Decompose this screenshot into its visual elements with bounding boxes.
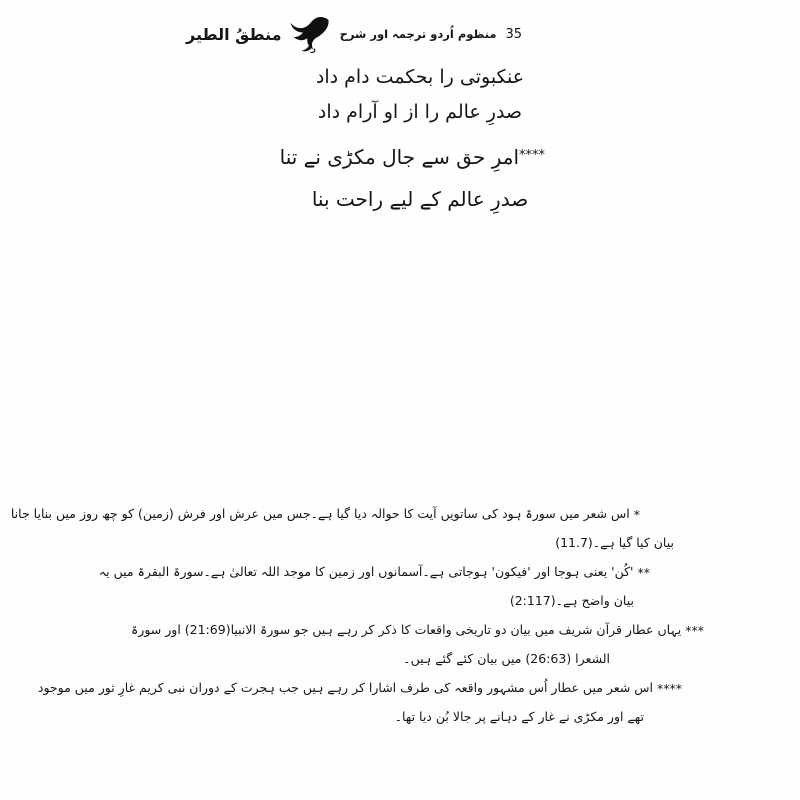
footnote-line — [92, 557, 650, 586]
urdu-verse-line-1 — [279, 138, 545, 180]
book-title: منطقُ الطیر — [186, 24, 282, 44]
footnote-1 — [10, 499, 710, 557]
urdu-verse-text: امرِ حق سے جال مکڑی نے تنا — [279, 145, 519, 169]
footnote-line — [37, 673, 682, 702]
page-header — [186, 14, 522, 54]
footnote-text: اس شعر میں سورۃ ہود کی ساتویں آیت کا حوالہ دیا گیا ہے۔جس میں عرش اور فرش (زمین) کو چھ روز میں بنایا جانا — [10, 506, 630, 521]
footnote-2 — [92, 557, 710, 615]
page-number: 35 — [505, 26, 523, 42]
footnote-line: بیان کیا گیا ہے۔(11.7) — [555, 535, 674, 550]
bird-logo-icon — [289, 15, 333, 53]
footnote-3 — [92, 615, 710, 673]
footnote-marker: ** — [637, 565, 650, 580]
footnote-line: بیان واضح ہے۔(2:117) — [509, 593, 634, 608]
footnote-text: اس شعر میں عطار اُس مشہور واقعہ کی طرف اشارا کر رہے ہیں جب ہجرت کے دوران نبی کریم غارِ ثور میں موجود — [37, 680, 653, 695]
footnote-marker: **** — [657, 681, 682, 696]
couplet-block — [279, 60, 545, 218]
footnote-line — [10, 499, 640, 528]
edition-title: منظوم اُردو ترجمہ اور شرح — [339, 27, 497, 41]
footnote-marker: *** — [685, 623, 704, 638]
footnote-text: 'کُن' یعنی ہوجا اور 'فیکون' ہوجاتی ہے۔آسمانوں اور زمین کا موجد اللہ تعالیٰ ہے۔سورۃ البقرۃ میں یہ — [98, 564, 634, 579]
footnote-marker: * — [633, 507, 640, 522]
footnote-line: تھے اور مکڑی نے غار کے دہانے پر جالا بُن دیا تھا۔ — [394, 709, 644, 724]
footnotes-section — [10, 499, 710, 731]
footnote-text: یہاں عطار قرآن شریف میں بیان دو تاریخی واقعات کا ذکر کر رہے ہیں جو سورۃ الانبیا(21:69) اور سورۃ — [130, 622, 682, 637]
footnote-line — [92, 615, 704, 644]
footnote-reference-stars: **** — [519, 148, 545, 163]
persian-verse-line-2: صدرِ عالم را از او آرام داد — [317, 101, 523, 123]
urdu-verse-line-2: صدرِ عالم کے لیے راحت بنا — [311, 187, 529, 211]
footnote-line: الشعرا (26:63) میں بیان کئے گئے ہیں۔ — [403, 651, 610, 666]
persian-verse-line-1: عنکبوتی را بحکمت دام داد — [315, 66, 525, 88]
footnote-4 — [37, 673, 710, 731]
